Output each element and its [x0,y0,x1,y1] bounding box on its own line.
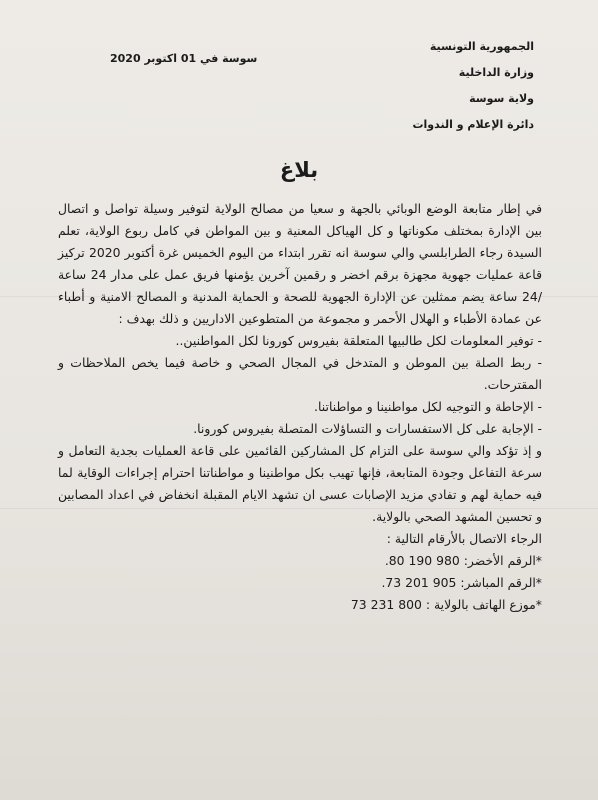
letterhead-ministry: وزارة الداخلية [458,66,534,79]
contact-number-switchboard: *موزع الهاتف بالولاية : 800 231 73 [350,597,542,612]
document-title: بلاغ [279,158,319,182]
objective-item: - ربط الصلة بين الموطن و المتدخل في المجال الصحي و خاصة فيما يخص الملاحظات و المقترحات. [58,355,542,392]
contact-heading: الرجاء الاتصال بالأرقام التالية : [386,531,542,546]
objective-item: - الإجابة على كل الاستفسارات و التساؤلات المتصلة بفيروس كورونا. [193,421,542,436]
document-body [58,198,542,616]
letterhead [344,40,534,144]
contact-number-direct: *الرقم المباشر: 905 201 73. [381,575,542,590]
objective-item: - توفير المعلومات لكل طالبيها المتعلقة بفيروس كورونا لكل المواطنين.. [175,333,542,348]
objective-item: - الإحاطة و التوجيه لكل مواطنينا و مواطناتنا. [314,399,542,414]
document-date: سوسة في 01 اكتوبر 2020 [110,52,258,65]
contact-number-green: *الرقم الأخضر: 980 190 80. [384,553,542,568]
letterhead-republic: الجمهورية التونسية [429,40,534,53]
letterhead-governorate: ولاية سوسة [469,92,534,105]
intro-paragraph: في إطار متابعة الوضع الوبائي بالجهة و سعيا من مصالح الولاية لتوفير وسيلة تواصل و اتصال بين الإدارة بمختلف مكوناتها و كل الهياكل المعنية و بين المواطن في كامل ربوع الولاية، تعلم السيدة رجاء الطرابلسي والي سوسة انه تقرر ابتداء من اليوم الخميس غرة أكتوبر 2020 تركيز قاعة عمليات جهوية مجهزة برقم اخضر و رقمين آخرين يؤمنها فريق عمل على مدار 24 ساعة /24 ساعة يضم ممثلين عن الإدارة الجهوية للصحة و الحماية المدنية و المصالح الامنية و أطباء عن عمادة الأطباء و الهلال الأحمر و مجموعة من المتطوعين الاداريين و ذلك بهدف : [58,201,542,326]
letterhead-department: دائرة الإعلام و الندوات [412,118,534,131]
closing-paragraph: و إذ تؤكد والي سوسة على التزام كل المشاركين القائمين على قاعة العمليات بجدية التعامل و سرعة التفاعل وجودة المتابعة، فإنها تهيب بكل مواطنينا و مواطناتنا احترام إجراءات الوقاية لما فيه حماية لهم و تفادي مزيد الإصابات عسى ان تشهد الايام المقبلة انخفاض في اعداد المصابين و تحسين المشهد الصحي بالولاية. [58,443,542,524]
